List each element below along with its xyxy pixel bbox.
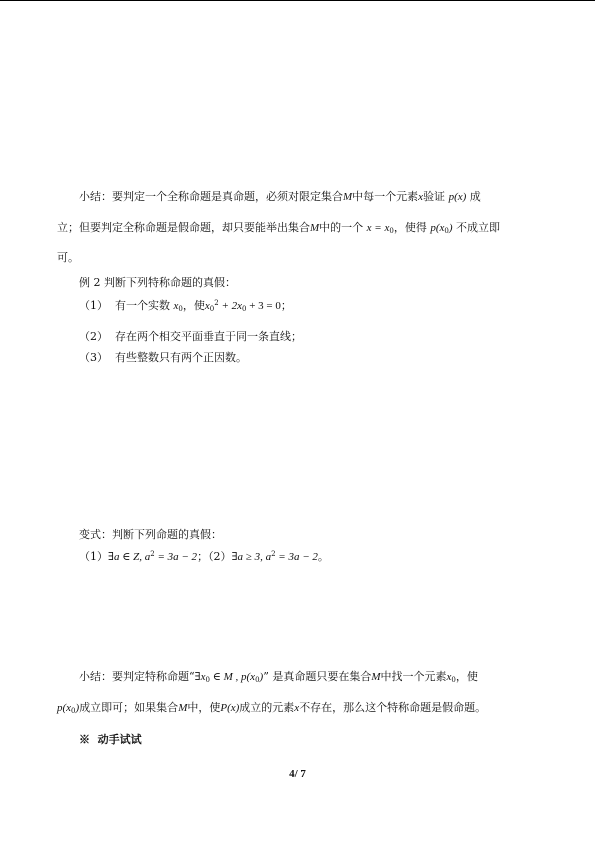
superscript: 2: [271, 550, 276, 558]
subscript: 0: [205, 676, 210, 684]
text: 存在两个相交平面垂直于同一条直线；: [115, 330, 302, 343]
math-paren: ): [259, 671, 264, 683]
try-it-heading: [79, 733, 142, 747]
text: ，使: [455, 670, 478, 683]
math-paren: ): [448, 222, 453, 234]
math-expr: = 3a − 2: [154, 551, 198, 563]
math-x: x: [418, 191, 424, 203]
math-px0: p(x: [57, 702, 72, 714]
text: 不成立即: [456, 221, 501, 234]
summary1-line3: 可。: [57, 251, 79, 264]
math-eq: x: [204, 300, 210, 312]
text: 中找一个元素: [380, 670, 447, 683]
summary2-line2: [57, 701, 486, 715]
math-paren: ): [75, 702, 80, 714]
text: ” 是真命题只要在集合: [263, 670, 372, 683]
subscript: 0: [209, 305, 215, 313]
math-M: M: [310, 222, 320, 234]
item-number: （3）: [79, 351, 108, 364]
text: 中每一个元素: [352, 190, 419, 203]
subscript: 0: [389, 227, 394, 235]
subscript: 0: [178, 305, 183, 313]
math-eq: + 3 = 0: [246, 300, 281, 312]
text: 有些整数只有两个正因数。: [115, 351, 247, 364]
math-px0: p(x: [430, 222, 445, 234]
text: 中，使: [187, 701, 221, 714]
text: 成立即可；如果集合: [79, 701, 179, 714]
example2-item3: [79, 351, 247, 365]
text: 小结：要判定特称命题“: [79, 670, 195, 683]
item-number: （1）: [79, 299, 108, 312]
math-M: M: [178, 702, 188, 714]
math-x: x: [294, 702, 300, 714]
item-number: （2）: [79, 330, 108, 343]
text: ，使: [182, 299, 205, 312]
math-expr: = 3a − 2: [275, 551, 318, 563]
subscript: 0: [242, 305, 247, 313]
text: 成立的元素: [239, 701, 295, 714]
variant-title: 变式：判断下列命题的真假：: [79, 528, 222, 541]
page-number: 4/ 7: [289, 768, 306, 780]
text: 不存在，那么这个特称命题是假命题。: [299, 701, 487, 714]
text: 动手试试: [97, 733, 142, 746]
math-quant: ∈ M , p(x: [209, 671, 256, 683]
superscript: 2: [150, 550, 155, 558]
summary1-line2: [57, 221, 500, 235]
math-quant: ∃x: [194, 671, 206, 683]
math-expr: ∃a ∈ Z, a: [108, 551, 151, 563]
example2-item2: [79, 330, 302, 344]
text: 小结：要判定一个全称命题是真命题，必须对限定集合: [79, 190, 343, 203]
math-Px: P(x): [220, 702, 240, 714]
text: 成: [469, 190, 481, 203]
summary1-line1: [79, 190, 481, 204]
math-x0: x: [173, 300, 179, 312]
subscript: 0: [255, 676, 260, 684]
text: 有一个实数: [115, 299, 170, 312]
text: ；: [197, 550, 209, 563]
math-x0: x: [446, 671, 452, 683]
text: 中的一个: [319, 221, 364, 234]
example2-title: 例 2 判断下列特称命题的真假：: [79, 276, 236, 289]
item-number: （1）: [79, 550, 108, 563]
subscript: 0: [444, 227, 449, 235]
text: 验证: [423, 190, 446, 203]
text: 立；但要判定全称命题是假命题，却只要能举出集合: [57, 221, 310, 234]
math-px: p(x): [448, 191, 467, 203]
math-M: M: [343, 191, 353, 203]
math-M: M: [371, 671, 381, 683]
math-expr: ∃a ≥ 3, a: [231, 551, 272, 563]
top-rule: [0, 0, 595, 1]
example2-item1: [79, 299, 292, 313]
subscript: 0: [451, 676, 456, 684]
reference-mark-icon: ※: [79, 733, 90, 746]
item-number: （2）: [208, 550, 232, 563]
math-x-eq: x = x: [366, 222, 390, 234]
summary2-line1: [79, 670, 478, 684]
variant-problems: [79, 550, 329, 564]
math-eq: + 2x: [218, 300, 242, 312]
superscript: 2: [214, 299, 219, 307]
text: ；: [280, 299, 292, 312]
text: 。: [317, 550, 329, 563]
text: ，使得: [393, 221, 427, 234]
subscript: 0: [71, 707, 76, 715]
